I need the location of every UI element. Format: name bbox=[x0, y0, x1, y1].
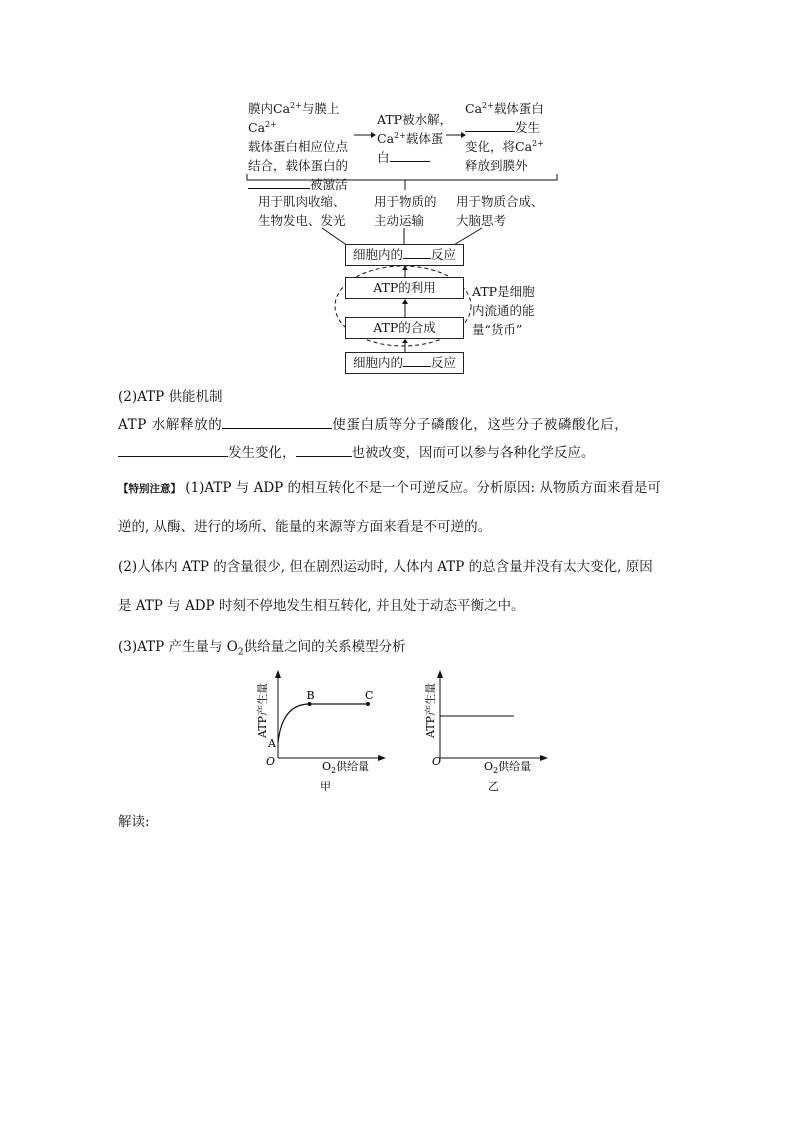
reaction-box-text: 细胞内的 bbox=[352, 355, 403, 370]
body-text: 发生变化， bbox=[228, 445, 296, 461]
special-note-tag: 【特别注意】 bbox=[118, 483, 181, 495]
use-2-text: 用于物质的 bbox=[374, 194, 437, 209]
flow-step-1-text: 与膜上Ca bbox=[248, 101, 340, 135]
chart-caption: 乙 bbox=[488, 780, 499, 793]
section-2-line-1 bbox=[118, 415, 628, 435]
section-2-heading: (2)ATP 供能机制 bbox=[118, 389, 223, 405]
flow-step-1-text: 被激活 bbox=[310, 177, 348, 192]
use-3 bbox=[456, 192, 544, 230]
use-2-text: 主动运输 bbox=[374, 213, 425, 228]
arrow-right-icon bbox=[446, 130, 466, 140]
use-3-text: 用于物质合成、 bbox=[456, 194, 544, 209]
fill-blank[interactable] bbox=[465, 119, 515, 132]
origin-label: O bbox=[266, 755, 276, 768]
flow-step-3-text: Ca bbox=[465, 101, 483, 116]
point-label-A: A bbox=[268, 737, 276, 750]
reaction-box-bottom bbox=[345, 352, 464, 374]
superscript: 2+ bbox=[290, 100, 302, 110]
x-axis-label: $O_2$供给量 bbox=[322, 760, 370, 775]
y-axis-arrow-icon bbox=[275, 670, 281, 678]
point-C bbox=[366, 702, 370, 706]
atp-use-box: ATP的利用 bbox=[345, 277, 464, 299]
special-note-p2-line1: (2)人体内 ATP 的含量很少, 但在剧烈运动时, 人体内 ATP 的总含量并没有太大变化, 原因 bbox=[118, 559, 653, 575]
flow-step-2-text: ATP被水解， bbox=[377, 112, 453, 127]
y-axis-label: ATP产生量 bbox=[424, 682, 437, 738]
body-text: 使蛋白质等分子磷酸化，这些分子被磷酸化后， bbox=[332, 417, 629, 433]
atp-currency-note bbox=[472, 282, 535, 339]
note-text: (1)ATP 与 ADP 的相互转化不是一个可逆反应。分析原因: 从物质方面来看是可 bbox=[185, 480, 661, 496]
use-1 bbox=[258, 192, 346, 230]
reaction-box-text: 细胞内的 bbox=[352, 247, 403, 262]
flow-step-3 bbox=[465, 99, 555, 175]
body-text: 也被改变，因而可以参与各种化学反应。 bbox=[351, 445, 595, 461]
reaction-box-text: 反应 bbox=[431, 247, 457, 262]
y-axis-arrow-icon bbox=[437, 670, 443, 678]
reaction-box-text: 反应 bbox=[431, 355, 457, 370]
arrow-right-icon bbox=[354, 130, 376, 140]
interpretation-label: 解读: bbox=[118, 814, 150, 830]
body-text: 供给量之间的关系模型分析 bbox=[243, 639, 406, 655]
series-curve bbox=[278, 704, 368, 743]
superscript: 2+ bbox=[394, 130, 406, 140]
x-axis-arrow-icon bbox=[378, 755, 386, 761]
flow-step-2-text: Ca bbox=[377, 131, 395, 146]
fill-blank[interactable] bbox=[403, 354, 431, 367]
section-2-line-2 bbox=[118, 443, 595, 463]
arrow-up-icon bbox=[400, 299, 410, 317]
section-3-heading bbox=[118, 635, 406, 658]
special-note-p2-line2: 是 ATP 与 ADP 时刻不停地发生相互转化, 并且处于动态平衡之中。 bbox=[118, 598, 525, 614]
fill-blank[interactable] bbox=[296, 444, 352, 457]
point-label-C: C bbox=[365, 689, 374, 702]
flow-step-3-text: 释放到膜外 bbox=[465, 158, 528, 173]
subscript: 2 bbox=[237, 647, 244, 658]
flow-step-1-text: 结合，载体蛋白的 bbox=[248, 158, 349, 173]
flow-step-1-text: 载体蛋白相应位点 bbox=[248, 139, 349, 154]
fill-blank[interactable] bbox=[390, 149, 430, 162]
use-3-text: 大脑思考 bbox=[456, 213, 507, 228]
arrow-up-icon bbox=[400, 339, 410, 353]
flow-step-3-text: 载体蛋白 bbox=[493, 101, 544, 116]
x-axis-arrow-icon bbox=[540, 755, 548, 761]
flow-step-3-text: 变化，将Ca bbox=[465, 139, 533, 154]
special-note-p1-line2: 逆的, 从酶、进行的场所、能量的来源等方面来看是不可逆的。 bbox=[118, 519, 492, 535]
fill-blank[interactable] bbox=[118, 444, 228, 457]
superscript: 2+ bbox=[265, 119, 277, 129]
y-axis-label: ATP产生量 bbox=[256, 682, 269, 738]
flow-step-1-text: 膜内Ca bbox=[248, 101, 291, 116]
flow-step-2-text: 白 bbox=[377, 150, 390, 165]
special-note-p1-line1 bbox=[118, 476, 661, 496]
origin-label: O bbox=[432, 755, 442, 768]
atp-synthesis-box: ATP的合成 bbox=[345, 317, 464, 339]
chart-yi bbox=[418, 668, 558, 798]
note-text: 内流通的能 bbox=[472, 303, 535, 318]
note-text: ATP是细胞 bbox=[472, 284, 535, 299]
superscript: 2+ bbox=[482, 100, 494, 110]
flow-step-3-text: 发生 bbox=[515, 120, 541, 135]
use-1-text: 生物发电、发光 bbox=[258, 213, 346, 228]
chart-jia bbox=[250, 668, 390, 798]
point-B bbox=[308, 702, 312, 706]
flow-bracket bbox=[245, 172, 560, 192]
point-label-B: B bbox=[306, 689, 315, 702]
flow-step-2-text: 载体蛋 bbox=[405, 131, 444, 146]
fill-blank[interactable] bbox=[222, 416, 332, 429]
fill-blank[interactable] bbox=[403, 246, 431, 259]
x-axis-label: $O_2$供给量 bbox=[484, 760, 532, 775]
use-2 bbox=[374, 192, 437, 230]
superscript: 2+ bbox=[532, 138, 544, 148]
use-1-text: 用于肌肉收缩、 bbox=[258, 194, 346, 209]
body-text: ATP 水解释放的 bbox=[118, 417, 223, 433]
body-text: (3)ATP 产生量与 O bbox=[118, 639, 238, 655]
note-text: 量“货币” bbox=[472, 322, 523, 337]
chart-caption: 甲 bbox=[320, 780, 331, 793]
